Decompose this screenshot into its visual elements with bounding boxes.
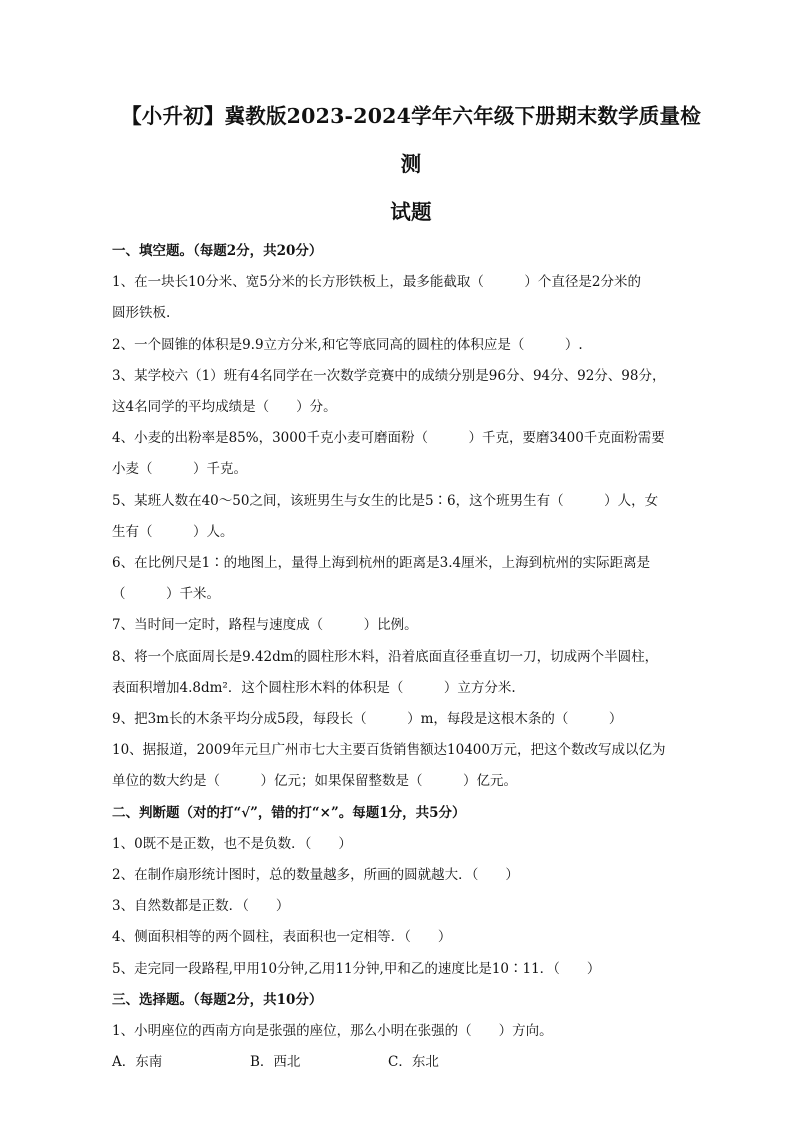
question-line: 1、在一块长10分米、宽5分米的长方形铁板上，最多能截取（ ）个直径是2分米的	[112, 274, 641, 291]
question-line: 2、一个圆锥的体积是9.9立方分米,和它等底同高的圆柱的体积应是（ ）.	[112, 336, 583, 353]
option-a: A．东南	[112, 1054, 163, 1071]
question-line: （ ）千米。	[112, 586, 220, 603]
question-line: 表面积增加4.8dm²．这个圆柱形木料的体积是（ ）立方分米.	[112, 679, 516, 696]
question-line: 10、据报道，2009年元旦广州市七大主要百货销售额达10400万元，把这个数改写成以亿为	[112, 742, 666, 759]
question-line: 4、小麦的出粉率是85%，3000千克小麦可磨面粉（ ）千克，要磨3400千克面粉需要	[112, 430, 665, 447]
section-fill-in	[112, 236, 710, 798]
question-line: 5、走完同一段路程,甲用10分钟,乙用11分钟,甲和乙的速度比是10∶11．（ ）	[112, 960, 601, 977]
section-multiple-choice	[112, 985, 710, 1079]
question-line: 圆形铁板.	[112, 305, 171, 322]
question-line: 6、在比例尺是1∶的地图上，量得上海到杭州的距离是3.4厘米，上海到杭州的实际距离是	[112, 555, 651, 572]
page-title-line-1: 【小升初】冀教版2023-2024学年六年级下册期末数学质量检测	[121, 104, 701, 176]
question-line: 4、侧面积相等的两个圆柱，表面积也一定相等．（ ）	[112, 929, 452, 946]
question-line: 1、0既不是正数，也不是负数．（ ）	[112, 835, 352, 852]
section-heading: 三、选择题。（每题2分，共10分）	[112, 991, 323, 1008]
question-line: 3、某学校六（1）班有4名同学在一次数学竞赛中的成绩分别是96分、94分、92分、98分，	[112, 367, 666, 384]
section-heading: 二、判断题（对的打“√”，错的打“×”。每题1分，共5分）	[112, 804, 466, 821]
page-title-line-2: 试题	[390, 200, 432, 224]
question-line: 5、某班人数在40～50之间，该班男生与女生的比是5∶6，这个班男生有（ ）人，女	[112, 492, 659, 509]
question-line: 1、小明座位的西南方向是张强的座位，那么小明在张强的（ ）方向。	[112, 1023, 553, 1040]
option-b: B．西北	[250, 1054, 301, 1071]
section-heading: 一、填空题。（每题2分，共20分）	[112, 243, 323, 259]
question-line: 这4名同学的平均成绩是（ ）分。	[112, 399, 337, 416]
question-line: 3、自然数都是正数．（ ）	[112, 898, 290, 915]
section-true-false	[112, 798, 710, 985]
question-line: 单位的数大约是（ ）亿元；如果保留整数是（ ）亿元。	[112, 773, 517, 790]
question-line: 小麦（ ）千克。	[112, 461, 247, 478]
question-line: 生有（ ）人。	[112, 523, 234, 540]
option-c: C．东北	[388, 1054, 439, 1071]
question-line: 9、把3m长的木条平均分成5段，每段长（ ）m，每段是这根木条的（ ）	[112, 711, 623, 728]
answer-options	[112, 1047, 710, 1078]
question-line: 2、在制作扇形统计图时，总的数量越多，所画的圆就越大．（ ）	[112, 867, 519, 884]
question-line: 8、将一个底面周长是9.42dm的圆柱形木料，沿着底面直径垂直切一刀，切成两个半圆柱，	[112, 648, 659, 665]
question-line: 7、当时间一定时，路程与速度成（ ）比例。	[112, 617, 418, 634]
